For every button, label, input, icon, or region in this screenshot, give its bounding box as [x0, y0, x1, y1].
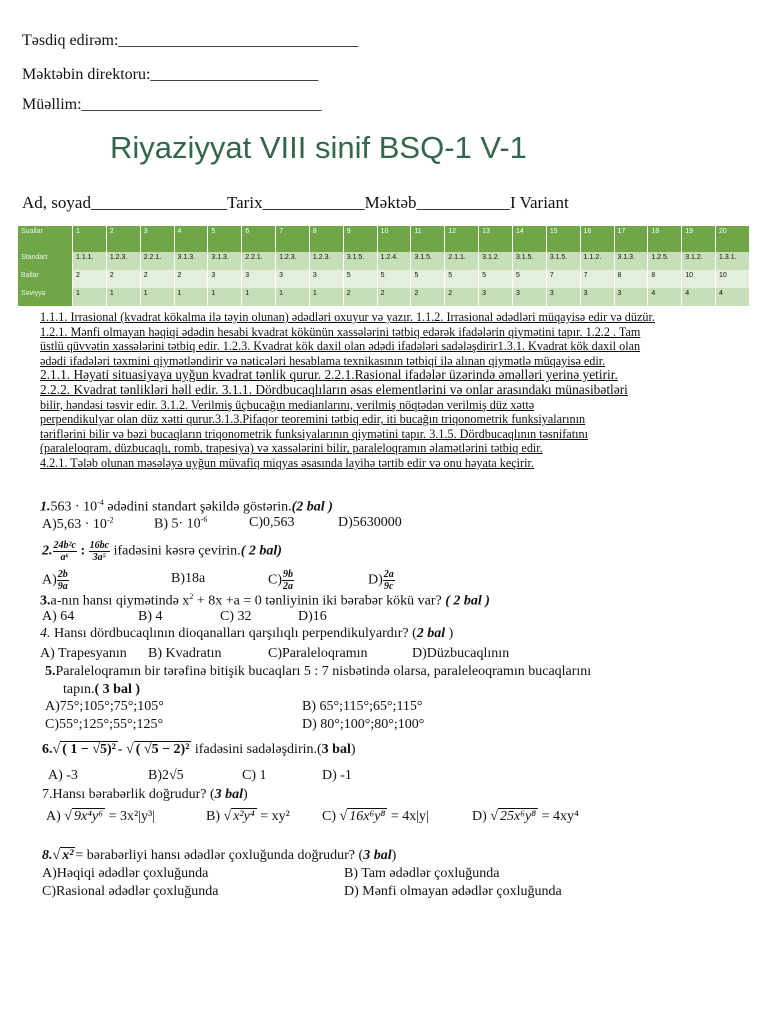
table-cell: 2.2.1. — [242, 252, 276, 270]
table-cell: 19 — [682, 226, 716, 252]
table-cell: 9 — [343, 226, 377, 252]
table-cell: 3.1.3. — [208, 252, 242, 270]
table-cell: 2 — [140, 270, 174, 288]
table-cell: 3 — [479, 288, 513, 306]
standard-line: təriflərini bilir və bəzi bucaqların triqonometrik funksiyalarının qiymətini tapır. 3.1.5. Dördbucaqlının təsnifatını — [40, 426, 588, 441]
q8-option-a[interactable]: A)Həqiqi ədədlər çoxluğunda — [42, 866, 209, 881]
standard-line: 2.2.2. Kvadrat tənlikləri həll edir. 3.1.1. Dördbucaqlıların əsas elementlərini və onlar arasındakı münasibətləri — [40, 382, 628, 397]
row-label: Standart — [18, 252, 73, 270]
table-cell: 4 — [174, 226, 208, 252]
table-cell: 3.1.2. — [682, 252, 716, 270]
option-c[interactable]: C) 1 — [242, 768, 267, 783]
table-cell: 3.1.5. — [411, 252, 445, 270]
table-cell: 1 — [174, 288, 208, 306]
question-2: 2. $\frac{\text{24b²c}}{\text{a⁶}}$ : $\frac{16bc}{\text{3a⁵}}$ ifadəsini kəsrə çevirin.( 2 bal) — [42, 540, 282, 563]
table-cell: 3 — [580, 288, 614, 306]
score-table — [18, 226, 750, 306]
teacher-line: Müəllim:______________________________ — [22, 96, 322, 113]
option-d[interactable]: D) √ 25x⁶y⁸ = 4xy⁴ — [472, 809, 579, 824]
q5-option-b[interactable]: B) 65°;115°;65°;115° — [302, 699, 423, 714]
standard-line: 4.2.1. Tələb olunan məsələyə uyğun müvafiq miqyas əsasında layihə tərtib edir və onu həyata keçirir. — [40, 456, 534, 470]
table-cell: 5 — [208, 226, 242, 252]
table-cell: 1.3.1. — [716, 252, 750, 270]
table-cell: 3.1.3. — [614, 252, 648, 270]
option-a[interactable]: A) 64 — [42, 609, 75, 624]
option-d[interactable]: D)Düzbucaqlının — [412, 646, 510, 661]
table-cell: 5 — [343, 270, 377, 288]
table-cell: 1.2.3. — [309, 252, 343, 270]
question-4: 4. Hansı dördbucaqlının dioqanalları qarşılıqlı perpendikulyardır? (2 bal ) — [40, 626, 454, 641]
option-c[interactable]: C)0,563 — [249, 515, 295, 530]
table-cell: 14 — [512, 226, 546, 252]
table-cell: 3 — [276, 270, 310, 288]
standard-line: 2.1.1. Həyati situasiyaya uyğun kvadrat tənlik qurur. 2.2.1.Rasional ifadələr üzərində əməlləri yerinə yetirir. — [40, 367, 618, 383]
q5-option-d[interactable]: D) 80°;100°;80°;100° — [302, 717, 425, 732]
table-cell: 18 — [648, 226, 682, 252]
table-cell: 1.2.3. — [106, 252, 140, 270]
option-a[interactable]: A) √ 9x⁴y⁶ = 3x²|y³| — [46, 809, 156, 824]
option-a[interactable]: A) Trapesyanın — [40, 646, 127, 661]
option-c[interactable]: C)Paraleloqramın — [268, 646, 368, 661]
standard-line: üstlü qüvvətin xassələrini tətbiq edir. 1.2.3. Kvadrat kök daxil olan ədədi ifadələri sadələşdirir1.3.1. Kvadrat kök daxil olan — [40, 339, 641, 354]
row-label: Suallar — [18, 226, 73, 252]
question-6: 6.√ ( 1 − √5)² - √ ( √5 − 2)² ifadəsini sadələşdirin.(3 bal) — [42, 742, 356, 757]
table-row — [18, 252, 750, 270]
q6-options — [48, 768, 352, 784]
q5-option-c[interactable]: C)55°;125°;55°;125° — [45, 717, 164, 732]
question-5: 5.Paraleloqramın bir tərəfinə bitişik bucaqları 5 : 7 nisbətində olarsa, paraleleoqramın bucaqlarını — [45, 664, 592, 679]
table-cell: 10 — [682, 270, 716, 288]
table-cell: 3.1.3. — [174, 252, 208, 270]
table-row — [18, 226, 750, 252]
table-cell: 3.1.5. — [343, 252, 377, 270]
q8-option-c[interactable]: C)Rasional ədədlər çoxluğunda — [42, 884, 219, 899]
table-cell: 3.1.2. — [479, 252, 513, 270]
question-8: 8.√ x² = bərabərliyi hansı ədədlər çoxluğunda doğrudur? (3 bal) — [42, 848, 397, 863]
table-cell: 3.1.5. — [512, 252, 546, 270]
table-cell: 3 — [512, 288, 546, 306]
table-cell: 2 — [343, 288, 377, 306]
option-d[interactable]: D)5630000 — [338, 515, 402, 530]
question-5-cont: tapın.( 3 bal ) — [63, 682, 140, 697]
option-b[interactable]: B) √ x²y⁴ = xy² — [206, 809, 290, 824]
table-cell: 3 — [242, 270, 276, 288]
table-cell: 17 — [614, 226, 648, 252]
table-cell: 1 — [73, 288, 107, 306]
table-cell: 15 — [546, 226, 580, 252]
option-b[interactable]: B)18a — [171, 571, 206, 586]
option-b[interactable]: B)2√5 — [148, 768, 184, 783]
table-cell: 1 — [106, 288, 140, 306]
table-cell: 8 — [309, 226, 343, 252]
table-cell: 7 — [276, 226, 310, 252]
table-cell: 2 — [106, 270, 140, 288]
standard-line: 1.2.1. Mənfi olmayan həqiqi ədədin hesabi kvadrat kökünün xassələrini tətbiq edərək ifadələrin qiymətini tapır. 1.2.2 . Tam — [40, 324, 641, 339]
table-cell: 2 — [377, 288, 411, 306]
table-cell: 2 — [174, 270, 208, 288]
q5-option-a[interactable]: A)75°;105°;75°;105° — [45, 699, 164, 714]
option-a[interactable]: A) -3 — [48, 768, 78, 783]
table-row — [18, 288, 750, 306]
option-a[interactable]: A) $\frac{2b}{9a}$ — [42, 569, 68, 592]
table-cell: 2 — [411, 288, 445, 306]
table-cell: 1.1.2. — [580, 252, 614, 270]
table-cell: 5 — [445, 270, 479, 288]
table-cell: 1.1.1. — [73, 252, 107, 270]
table-cell: 2 — [106, 226, 140, 252]
table-cell: 16 — [580, 226, 614, 252]
question-3: 3.a-nın hansı qiymətində $x^2 + 8x +a = 0$ tənliyinin iki bərabər kökü var? ( 2 bal ) — [40, 592, 490, 609]
student-info-line: Ad, soyad________________Tarix____________Məktəb___________I Variant — [22, 193, 569, 212]
option-d[interactable]: D) $\frac{2a}{9c}$ — [368, 569, 394, 592]
table-cell: 7 — [546, 270, 580, 288]
table-row — [18, 270, 750, 288]
table-cell: 10 — [377, 226, 411, 252]
question-7: 7.Hansı bərabərlik doğrudur? (3 bal) — [42, 787, 248, 802]
option-c[interactable]: C) $\frac{9b}{2a}$ — [268, 569, 293, 592]
table-cell: 1 — [73, 226, 107, 252]
table-cell: 6 — [242, 226, 276, 252]
table-cell: 4 — [716, 288, 750, 306]
table-cell: 1 — [208, 288, 242, 306]
table-cell: 7 — [580, 270, 614, 288]
table-cell: 3 — [208, 270, 242, 288]
table-cell: 10 — [716, 270, 750, 288]
standard-line: ədədi ifadələri təxmini qiymətləndirir və nəticələri hesablama texnikasının tətbiqi ilə alınan qiymətlə müqayisə edir. — [40, 353, 606, 368]
table-cell: 20 — [716, 226, 750, 252]
table-cell: 5 — [512, 270, 546, 288]
option-d[interactable]: D) -1 — [322, 768, 352, 783]
q7-options — [46, 809, 579, 825]
option-a[interactable]: $A)5,63 \cdot 10^{-2}$ — [42, 515, 114, 532]
option-b[interactable]: B) $5\cdot 10^{-6}$ — [154, 515, 208, 532]
table-cell: 4 — [682, 288, 716, 306]
table-cell: 3 — [140, 226, 174, 252]
option-b[interactable]: B) 4 — [138, 609, 163, 624]
option-c[interactable]: C) √ 16x⁶y⁸ = 4x|y| — [322, 809, 429, 824]
option-c[interactable]: C) 32 — [220, 609, 252, 624]
q3-options — [42, 609, 327, 625]
table-cell: 1 — [276, 288, 310, 306]
standard-line: perpendikulyar olan düz xətti qurur.3.1.3.Pifaqor teoremini tətbiq edir, iti bucağın triqonometrik funksiyalarının — [40, 412, 586, 427]
table-cell: 1.2.5. — [648, 252, 682, 270]
table-cell: 3 — [614, 288, 648, 306]
question-1: $1.563 \cdot 10^{-4}$ ədədini standart şəkildə göstərin.(2 bal ) — [40, 498, 333, 515]
table-cell: 2 — [73, 270, 107, 288]
standard-line: bilir, həndəsi təsvir edir. 3.1.2. Verilmiş üçbucağın medianlarını, verilmiş nöqtədən verilmiş düz xəttə — [40, 397, 535, 412]
table-cell: 3 — [546, 288, 580, 306]
table-cell: 13 — [479, 226, 513, 252]
approve-line: Təsdiq edirəm:______________________________ — [22, 32, 359, 49]
table-cell: 1.2.4. — [377, 252, 411, 270]
row-label: Səviyyə — [18, 288, 73, 306]
q4-options — [40, 646, 510, 662]
table-cell: 2 — [445, 288, 479, 306]
table-cell: 3.1.5. — [546, 252, 580, 270]
table-cell: 2.2.1. — [140, 252, 174, 270]
table-cell: 2.1.1. — [445, 252, 479, 270]
table-cell: 4 — [648, 288, 682, 306]
q8-option-d[interactable]: D) Mənfi olmayan ədədlər çoxluğunda — [344, 884, 562, 899]
table-cell: 12 — [445, 226, 479, 252]
page-title: Riyaziyyat VIII sinif BSQ-1 V-1 — [110, 130, 527, 165]
q1-options — [42, 515, 402, 533]
table-cell: 8 — [648, 270, 682, 288]
table-cell: 1 — [309, 288, 343, 306]
q2-options — [42, 566, 442, 592]
table-cell: 1 — [242, 288, 276, 306]
row-label: Ballar — [18, 270, 73, 288]
table-cell: 3 — [309, 270, 343, 288]
q-num: 1. — [40, 499, 51, 515]
table-cell: 8 — [614, 270, 648, 288]
table-cell: 5 — [479, 270, 513, 288]
table-cell: 1.2.3. — [276, 252, 310, 270]
option-d[interactable]: D)16 — [298, 609, 327, 624]
table-cell: 11 — [411, 226, 445, 252]
table-cell: 5 — [411, 270, 445, 288]
table-cell: 5 — [377, 270, 411, 288]
q8-option-b[interactable]: B) Tam ədədlər çoxluğunda — [344, 866, 500, 881]
standard-line: 1.1.1. Irrasional (kvadrat kökalma ilə təyin olunan) ədədləri oxuyur və yazır. 1.1.2. Irrasional ədədləri müqayisə edir və düzür. — [40, 310, 655, 324]
standard-line: (paraleloqram, düzbucaqlı, romb, trapesiya) və xassələrini bilir, paraleloqramın əlamətlərini tətbiq edir. — [40, 441, 543, 456]
table-cell: 1 — [140, 288, 174, 306]
option-b[interactable]: B) Kvadratın — [148, 646, 222, 661]
director-line: Məktəbin direktoru:_____________________ — [22, 66, 319, 83]
